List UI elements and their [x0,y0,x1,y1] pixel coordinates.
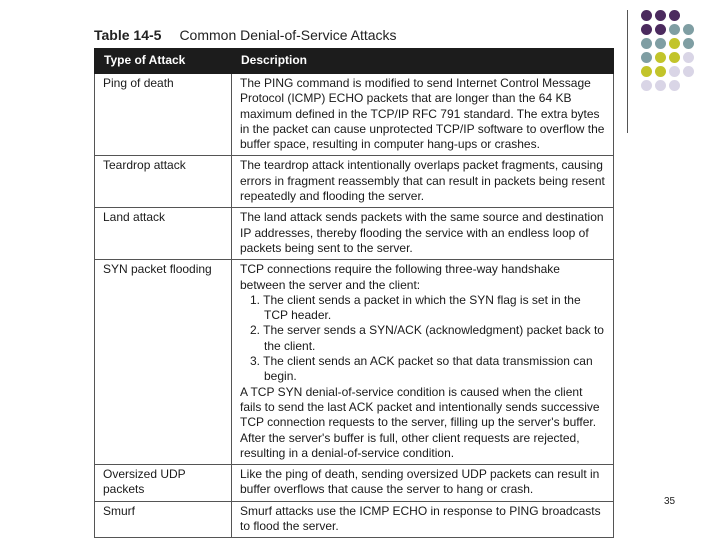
table-number: Table 14-5 [94,27,162,43]
table-row [95,156,614,208]
decorative-dot [655,52,666,63]
table-caption [94,27,397,43]
decorative-dot [683,66,694,77]
decorative-dot [669,52,680,63]
decorative-dot [641,52,652,63]
decorative-divider [627,10,628,133]
attack-type: Smurf [95,501,232,538]
handshake-step: 2. The server sends a SYN/ACK (acknowledgment) packet back to the client. [250,323,604,353]
decorative-dot [683,24,694,35]
attack-description: Like the ping of death, sending oversized UDP packets can result in buffer overflows that cause the server to hang or crash. [232,465,614,502]
handshake-step: 1. The client sends a packet in which the SYN flag is set in the TCP header. [250,292,581,323]
table-header-row [95,49,614,74]
table-row [95,465,614,502]
decorative-dot [641,10,652,21]
attack-type: Teardrop attack [95,156,232,208]
decorative-dot [683,52,694,63]
table-row [95,208,614,260]
attack-description: The land attack sends packets with the same source and destination IP addresses, thereby flooding the service with an endless loop of packets being sent to the server. [232,208,614,260]
decorative-dot [655,80,666,91]
table-title: Common Denial-of-Service Attacks [179,27,397,43]
description-outro: A TCP SYN denial-of-service condition is caused when the client fails to send the last ACK packet and intentionally sends successive TCP connection requests to the server, filling up the server's buffer. After the server's buffer is full, other client requests are rejected, resulting in a denial-of-service condition. [240,384,600,460]
decorative-dot [641,24,652,35]
attack-description: The teardrop attack intentionally overlaps packet fragments, causing errors in fragment reassembly that can result in packets being resent repeatedly and flooding the server. [232,156,614,208]
attack-type: SYN packet flooding [95,260,232,465]
decorative-dot [655,10,666,21]
decorative-dot [669,24,680,35]
attack-type: Ping of death [95,74,232,156]
decorative-dot [641,80,652,91]
decorative-dot [655,38,666,49]
handshake-steps [240,293,605,385]
table-row [95,501,614,538]
decorative-dot [655,24,666,35]
decorative-dot [641,38,652,49]
table-row [95,74,614,156]
page-number: 35 [664,496,676,507]
attack-description [232,260,614,465]
decorative-dot [683,38,694,49]
handshake-step: 3. The client sends an ACK packet so that data transmission can begin. [250,354,593,384]
decorative-dot [641,66,652,77]
description-intro: TCP connections require the following three-way handshake between the server and the client: [240,262,560,292]
dos-attacks-table [94,48,614,538]
attack-type: Land attack [95,208,232,260]
decorative-dot [669,38,680,49]
attack-description: The PING command is modified to send Internet Control Message Protocol (ICMP) ECHO packets that are longer than the 64 KB maximum defined in the TCP/IP RFC 791 standard. The extra bytes in the packet can cause unprotected TCP/IP software to overflow the buffer space, resulting in computer hang-ups or crashes. [232,74,614,156]
decorative-dot [669,80,680,91]
attack-type: Oversized UDP packets [95,465,232,502]
table-row [95,260,614,465]
decorative-dot [669,66,680,77]
decorative-dot [669,10,680,21]
decorative-dot [655,66,666,77]
attack-description: Smurf attacks use the ICMP ECHO in response to PING broadcasts to flood the server. [232,501,614,538]
header-type: Type of Attack [95,49,232,74]
header-description: Description [232,49,614,74]
